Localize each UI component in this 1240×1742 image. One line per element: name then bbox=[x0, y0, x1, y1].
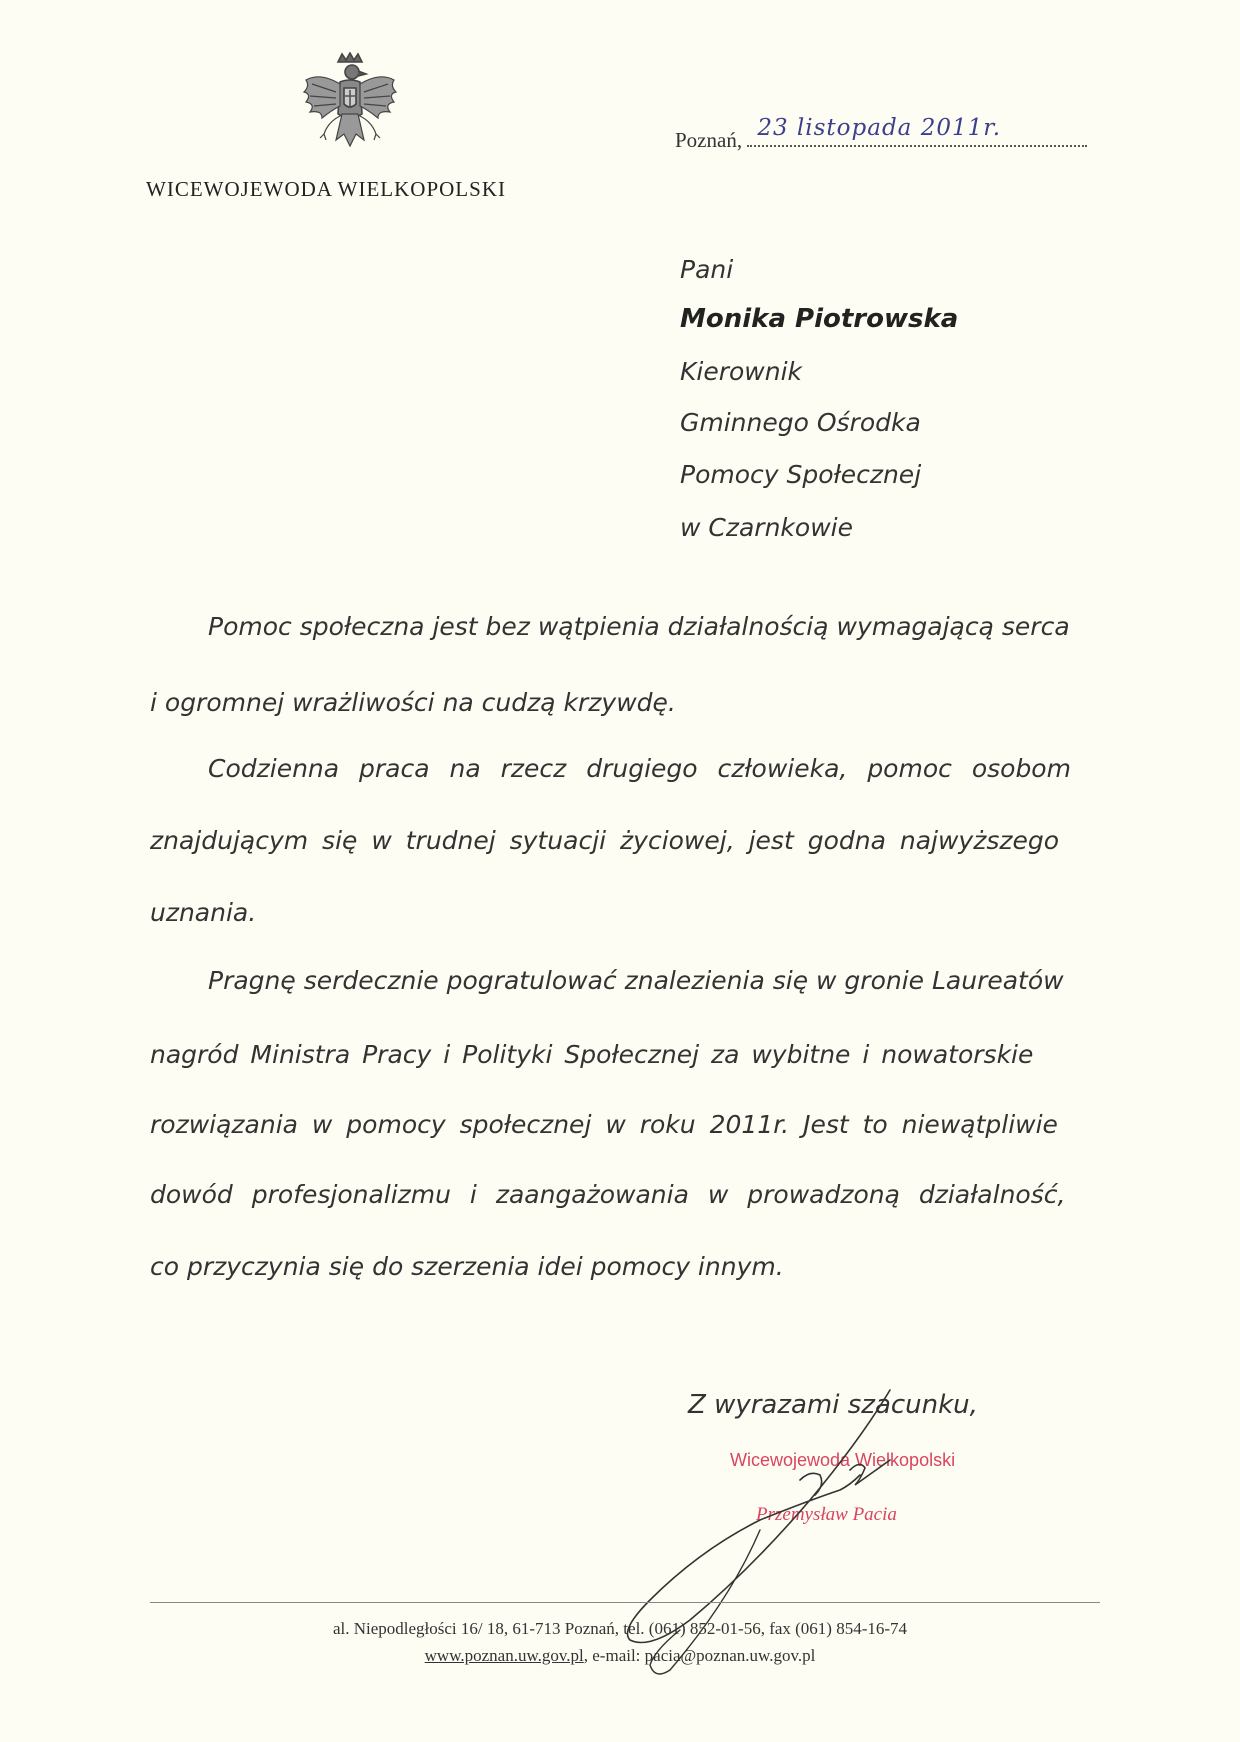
date-dotted-line bbox=[747, 115, 1087, 147]
handwritten-date: 23 listopada 2011r. bbox=[757, 115, 1002, 141]
polish-eagle-icon bbox=[300, 52, 400, 158]
body-line-6: Pragnę serdecznie pogratulować znalezienia się w gronie Laureatów bbox=[208, 966, 1064, 995]
body-line-9: dowód profesjonalizmu i zaangażowania w prowadzoną działalność, bbox=[150, 1180, 1066, 1209]
body-line-4: znajdującym się w trudnej sytuacji życiowej, jest godna najwyższego bbox=[150, 826, 1060, 855]
recipient-name: Monika Piotrowska bbox=[680, 304, 959, 334]
footer-contact bbox=[0, 1646, 1240, 1666]
place-label: Poznań, bbox=[675, 128, 743, 152]
recipient-location: w Czarnkowie bbox=[680, 513, 853, 542]
stamp-office: Wicewojewoda Wielkopolski bbox=[730, 1450, 956, 1470]
stamp-name: Przemysław Pacia bbox=[756, 1504, 897, 1525]
office-title: WICEWOJEWODA WIELKOPOLSKI bbox=[146, 177, 506, 201]
website-link[interactable]: www.poznan.uw.gov.pl bbox=[424, 1646, 584, 1665]
email-label: , e-mail: bbox=[583, 1646, 645, 1665]
footer-divider bbox=[150, 1602, 1100, 1603]
recipient-position: Kierownik bbox=[680, 357, 803, 386]
recipient-institution-line1: Gminnego Ośrodka bbox=[680, 408, 921, 437]
body-line-1: Pomoc społeczna jest bez wątpienia działalnością wymagającą serca bbox=[208, 612, 1070, 641]
body-line-2: i ogromnej wrażliwości na cudzą krzywdę. bbox=[150, 688, 676, 717]
recipient-institution-line2: Pomocy Społecznej bbox=[680, 460, 922, 489]
email-address[interactable]: pacia@poznan.uw.gov.pl bbox=[644, 1646, 816, 1665]
closing-phrase: Z wyrazami szacunku, bbox=[688, 1390, 978, 1420]
body-line-8: rozwiązania w pomocy społecznej w roku 2011r. Jest to niewątpliwie bbox=[150, 1110, 1058, 1139]
body-line-5: uznania. bbox=[150, 898, 257, 927]
body-line-3: Codzienna praca na rzecz drugiego człowieka, pomoc osobom bbox=[208, 754, 1071, 783]
footer-address: al. Niepodległości 16/ 18, 61-713 Poznań, tel. (061) 852-01-56, fax (061) 854-16-74 bbox=[332, 1619, 908, 1638]
body-line-10: co przyczynia się do szerzenia idei pomocy innym. bbox=[150, 1252, 784, 1281]
date-line bbox=[675, 115, 1087, 153]
recipient-salutation: Pani bbox=[680, 255, 734, 284]
body-line-7: nagród Ministra Pracy i Polityki Społecznej za wybitne i nowatorskie bbox=[150, 1040, 1034, 1069]
